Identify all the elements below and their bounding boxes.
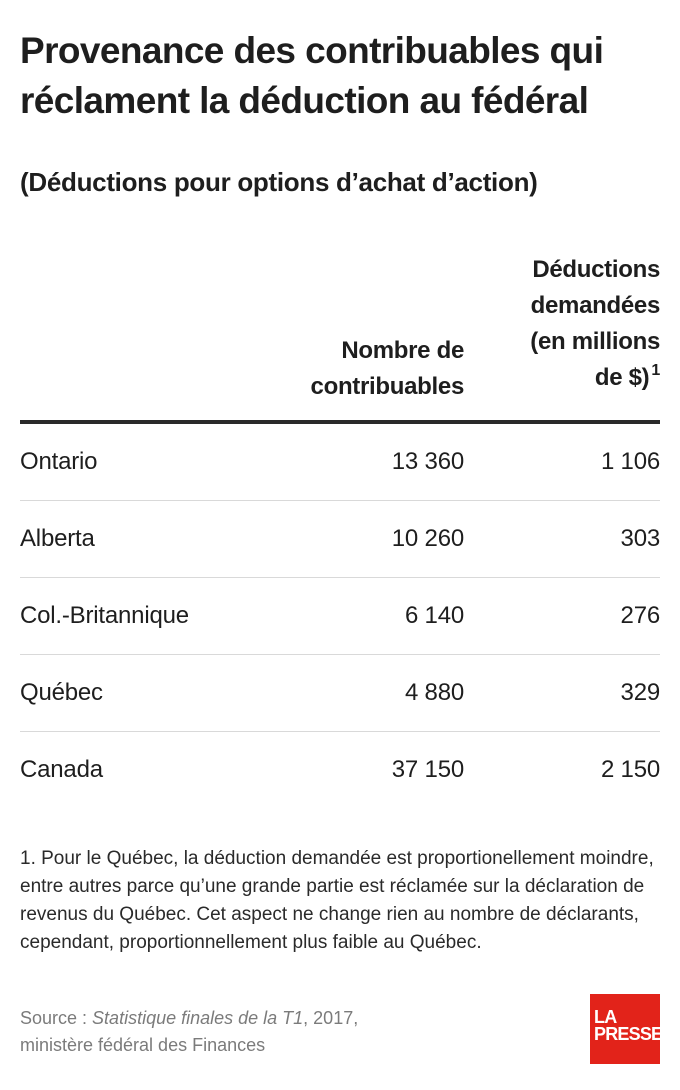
source-document: Statistique finales de la T1: [92, 1008, 304, 1028]
logo-line1: LA: [594, 1007, 617, 1027]
table-row: [20, 578, 660, 655]
province-cell: Col.-Britannique: [20, 602, 189, 629]
deduction-cell: 303: [620, 525, 660, 552]
deduction-cell: 2 150: [600, 756, 660, 783]
table-row: [20, 732, 660, 808]
table-row: [20, 424, 660, 501]
column-header-count-line1: Nombre de: [341, 337, 464, 364]
column-header-count-line2: contribuables: [310, 373, 464, 400]
column-header-deduction-unit: de $): [594, 364, 650, 391]
count-cell: 10 260: [391, 525, 464, 552]
page-title: Provenance des contribuables qui réclament la déduction au fédéral: [20, 30, 604, 121]
source-prefix: Source :: [20, 1008, 93, 1028]
footnote-reference: 1: [651, 362, 660, 379]
province-cell: Alberta: [20, 525, 95, 552]
province-cell: Ontario: [20, 448, 98, 475]
province-cell: Canada: [20, 756, 103, 783]
table-row: [20, 501, 660, 578]
column-header-deduction: [480, 252, 660, 396]
column-header-count: [264, 333, 464, 405]
la-presse-logo: [590, 994, 663, 1064]
count-cell: 4 880: [404, 679, 464, 706]
count-cell: 13 360: [391, 448, 464, 475]
deduction-cell: 329: [620, 679, 660, 706]
count-cell: 6 140: [404, 602, 464, 629]
deduction-cell: 1 106: [600, 448, 660, 475]
data-table: [20, 424, 660, 808]
column-header-deduction-line1: Déductions: [532, 256, 660, 283]
source-credit: [20, 1005, 520, 1059]
source-organization: ministère fédéral des Finances: [20, 1035, 266, 1055]
source-year: , 2017,: [303, 1008, 359, 1028]
page-subtitle: (Déductions pour options d’achat d’action): [20, 167, 538, 197]
column-header-deduction-line3: (en millions: [530, 328, 660, 355]
province-cell: Québec: [20, 679, 103, 706]
footnote: 1. Pour le Québec, la déduction demandée est proportionellement moindre, entre autres parce qu’une grande partie est réclamée sur la déclaration de revenus du Québec. Cet aspect ne change rien au nombre de déclarants, cependant, proportionnellement plus faible au Québec.: [20, 848, 654, 953]
column-header-deduction-line4: [480, 360, 660, 396]
table-row: [20, 655, 660, 732]
count-cell: 37 150: [391, 756, 464, 783]
column-header-deduction-line2: demandées: [530, 292, 660, 319]
deduction-cell: 276: [620, 602, 660, 629]
logo-line2: PRESSE: [594, 1024, 663, 1044]
